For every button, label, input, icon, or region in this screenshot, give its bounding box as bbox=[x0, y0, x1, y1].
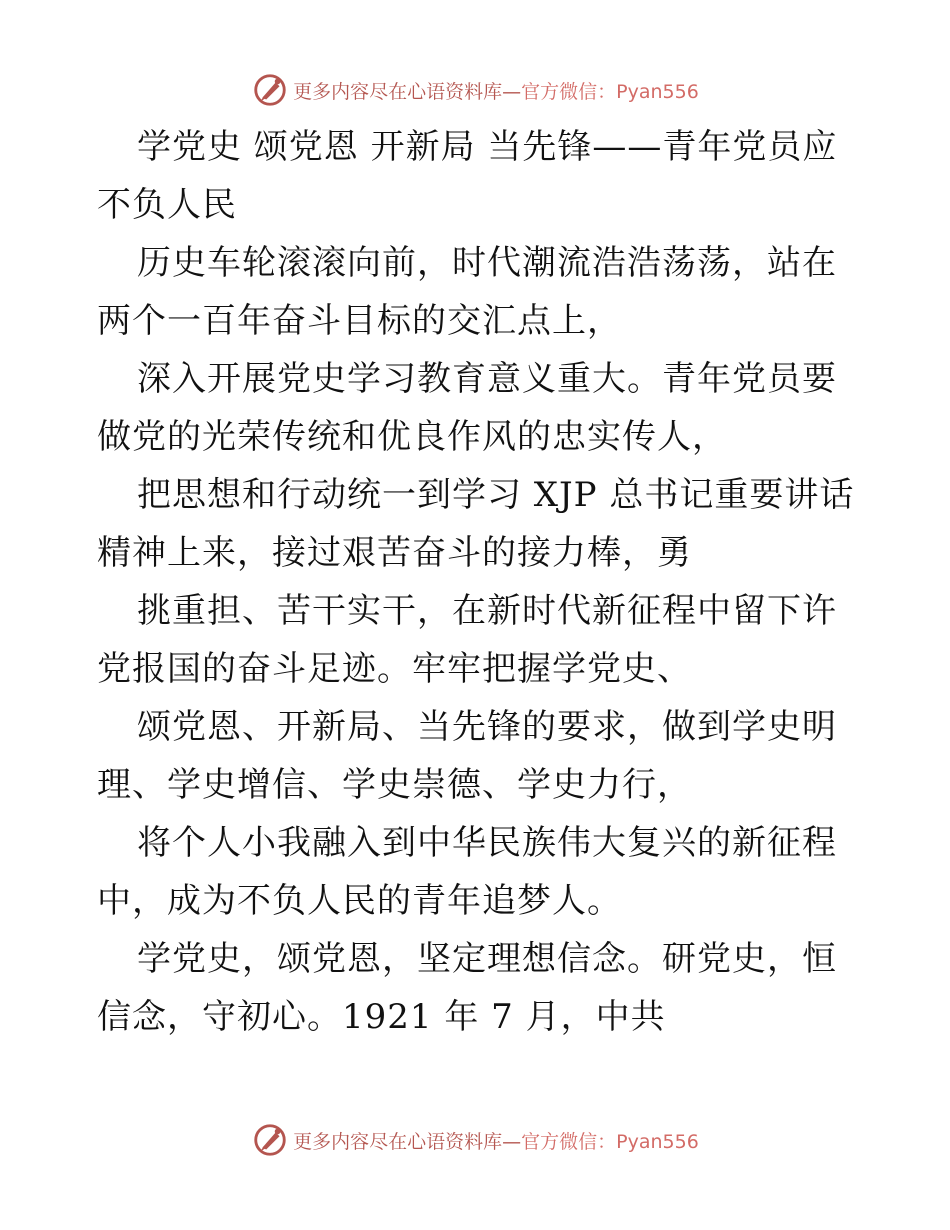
paragraph-title: 学党史 颂党恩 开新局 当先锋——青年党员应不负人民 bbox=[97, 127, 838, 225]
document-body bbox=[97, 118, 857, 1046]
footer-wechat-text: 官方微信：Pyan556 bbox=[521, 1130, 699, 1153]
paragraph: 颂党恩、开新局、当先锋的要求，做到学史明理、学史增信、学史崇德、学史力行， bbox=[97, 707, 837, 805]
paragraph: 挑重担、苦干实干，在新时代新征程中留下许党报国的奋斗足迹。牢牢把握学党史、 bbox=[97, 591, 837, 689]
pen-nib-circle-icon bbox=[251, 71, 289, 109]
header-banner-text: 更多内容尽在心语资料库— bbox=[293, 80, 522, 103]
paragraph: 深入开展党史学习教育意义重大。青年党员要做党的光荣传统和优良作风的忠实传人， bbox=[97, 359, 837, 457]
header-banner bbox=[0, 70, 950, 110]
paragraph: 把思想和行动统一到学习 XJP 总书记重要讲话精神上来，接过艰苦奋斗的接力棒，勇 bbox=[97, 475, 855, 573]
pen-nib-circle-icon bbox=[251, 1121, 289, 1159]
paragraph: 将个人小我融入到中华民族伟大复兴的新征程中，成为不负人民的青年追梦人。 bbox=[97, 823, 837, 921]
paragraph: 学党史，颂党恩，坚定理想信念。研党史，恒信念，守初心。1921 年 7 月，中共 bbox=[97, 939, 837, 1037]
paragraph: 历史车轮滚滚向前，时代潮流浩浩荡荡，站在两个一百年奋斗目标的交汇点上， bbox=[97, 243, 837, 341]
footer-banner-text: 更多内容尽在心语资料库— bbox=[293, 1130, 522, 1153]
header-wechat-text: 官方微信：Pyan556 bbox=[521, 80, 699, 103]
footer-banner bbox=[0, 1120, 950, 1160]
